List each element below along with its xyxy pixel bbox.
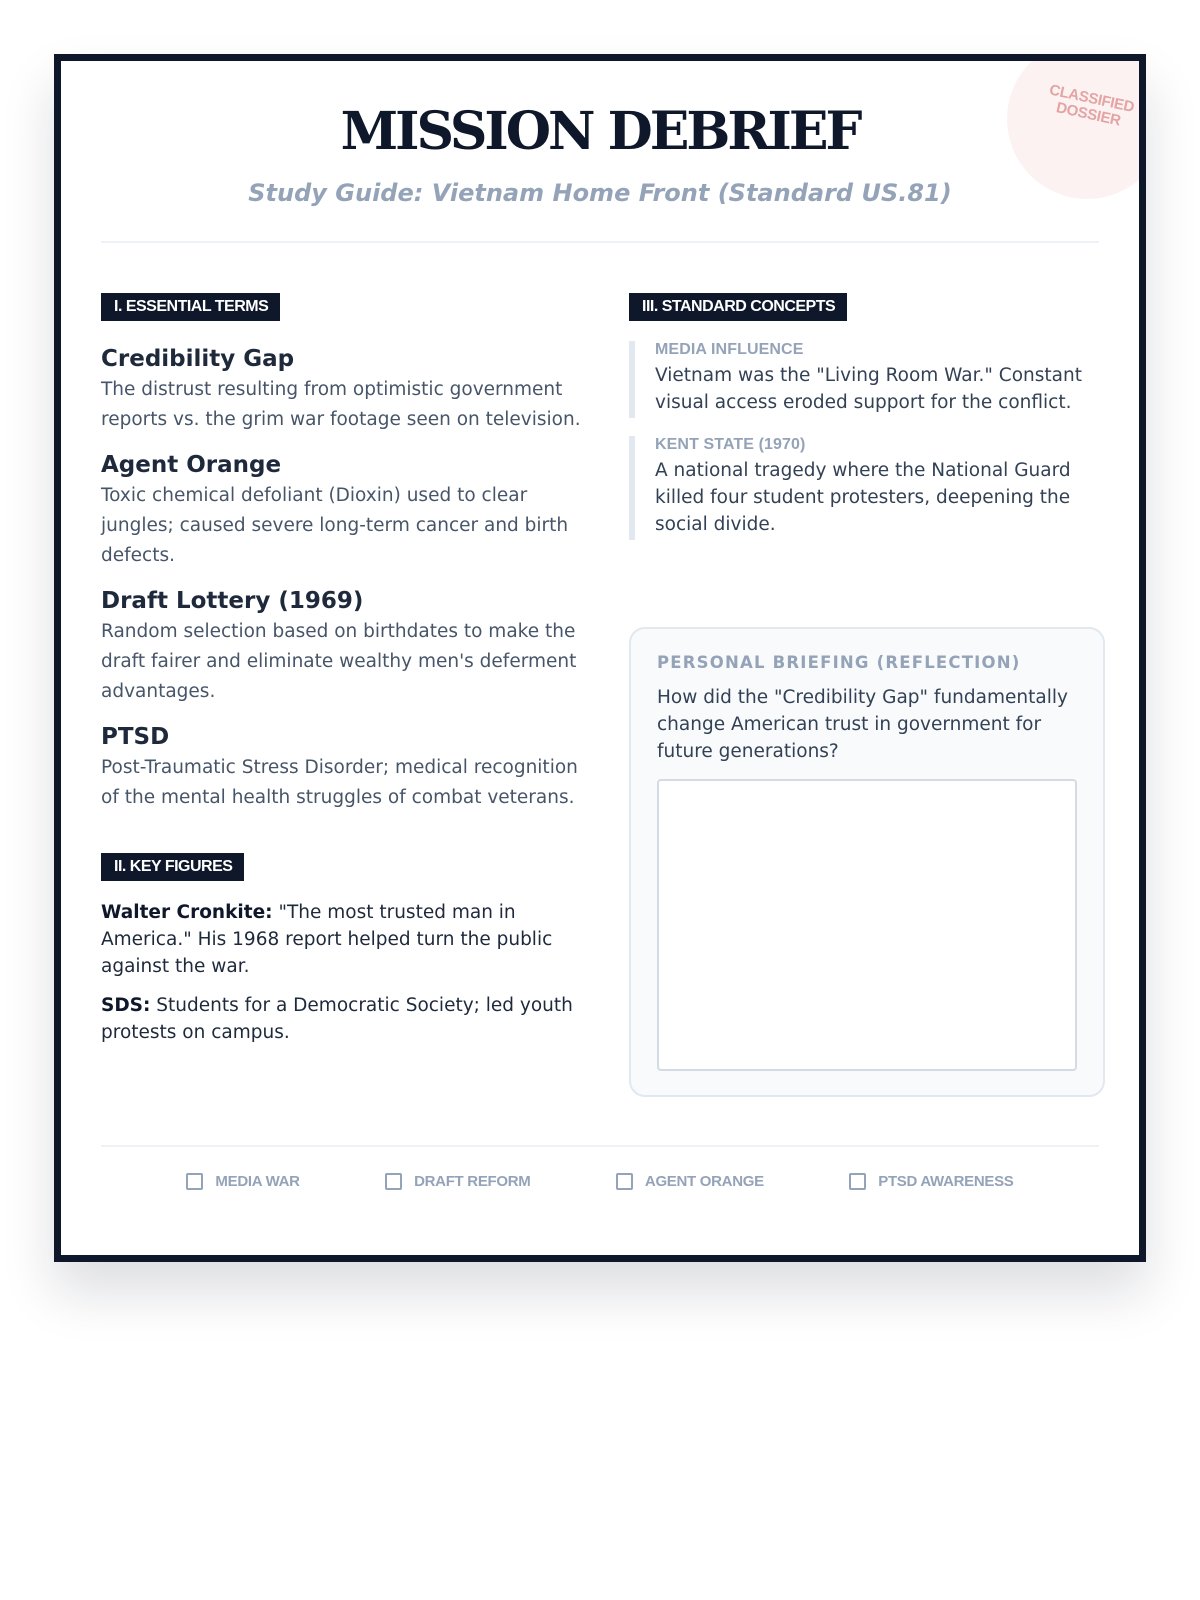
briefing-title: PERSONAL BRIEFING (REFLECTION) [657, 653, 1021, 672]
checklist-label: PTSD AWARENESS [878, 1173, 1014, 1190]
concept-kent-state [629, 436, 1105, 540]
checkbox[interactable] [849, 1173, 866, 1190]
concept-text: Vietnam was the "Living Room War." Constant visual access eroded support for the conflict. [655, 365, 1082, 413]
figure-text: Students for a Democratic Society; led youth protests on campus. [101, 995, 573, 1043]
checkbox[interactable] [186, 1173, 203, 1190]
checklist-label: AGENT ORANGE [644, 1173, 764, 1190]
concept-list [629, 341, 1105, 540]
term-definition: Post-Traumatic Stress Disorder; medical recognition of the mental health struggles of combat veterans. [101, 757, 578, 808]
topic-checklist [101, 1173, 1099, 1190]
term-draft-lottery [101, 587, 581, 707]
checklist-label: DRAFT REFORM [414, 1173, 531, 1190]
term-definition: Random selection based on birthdates to make the draft fairer and eliminate wealthy men's deferment advantages. [101, 621, 577, 702]
checklist-item-ptsd-awareness[interactable] [849, 1173, 1013, 1190]
checklist-label: MEDIA WAR [215, 1173, 300, 1190]
right-column [629, 293, 1105, 762]
term-name: Credibility Gap [101, 346, 295, 372]
stamp-text: CLASSIFIED DOSSIER [1047, 81, 1136, 130]
term-name: Draft Lottery (1969) [101, 588, 364, 614]
term-credibility-gap [101, 345, 581, 435]
personal-briefing-panel [629, 627, 1105, 1097]
section-label-standard-concepts: III. STANDARD CONCEPTS [629, 293, 847, 321]
term-name: PTSD [101, 724, 170, 750]
figure-name: Walter Cronkite: [101, 902, 273, 923]
header-divider [101, 241, 1099, 243]
footer-divider [101, 1145, 1099, 1147]
figure-walter-cronkite [101, 899, 581, 980]
section-label-key-figures: II. KEY FIGURES [101, 853, 244, 881]
checkbox[interactable] [385, 1173, 402, 1190]
checklist-item-agent-orange[interactable] [616, 1173, 764, 1190]
checkbox[interactable] [616, 1173, 633, 1190]
checklist-item-media-war[interactable] [186, 1173, 299, 1190]
term-name: Agent Orange [101, 452, 282, 478]
left-column [101, 293, 581, 1046]
reflection-answer-input[interactable] [657, 779, 1077, 1071]
section-label-essential-terms: I. ESSENTIAL TERMS [101, 293, 280, 321]
concept-media-influence [629, 341, 1105, 418]
checklist-item-draft-reform[interactable] [385, 1173, 530, 1190]
concept-title: KENT STATE (1970) [655, 436, 806, 453]
term-ptsd [101, 723, 581, 813]
figure-name: SDS: [101, 995, 151, 1016]
concept-text: A national tragedy where the National Guard killed four student protesters, deepening the social divide. [655, 460, 1071, 535]
debrief-card [54, 54, 1146, 1262]
figure-text: "The most trusted man in America." His 1968 report helped turn the public against the war. [101, 902, 553, 977]
figure-sds [101, 992, 581, 1046]
term-definition: Toxic chemical defoliant (Dioxin) used to clear jungles; caused severe long-term cancer and birth defects. [101, 485, 569, 566]
page-subtitle: Study Guide: Vietnam Home Front (Standard US.81) [248, 179, 952, 207]
briefing-question: How did the "Credibility Gap" fundamentally change American trust in government for future generations? [657, 687, 1068, 762]
concept-title: MEDIA INFLUENCE [655, 341, 804, 358]
page-title: MISSION DEBRIEF [340, 101, 860, 162]
term-definition: The distrust resulting from optimistic government reports vs. the grim war footage seen on television. [101, 379, 581, 430]
term-agent-orange [101, 451, 581, 571]
